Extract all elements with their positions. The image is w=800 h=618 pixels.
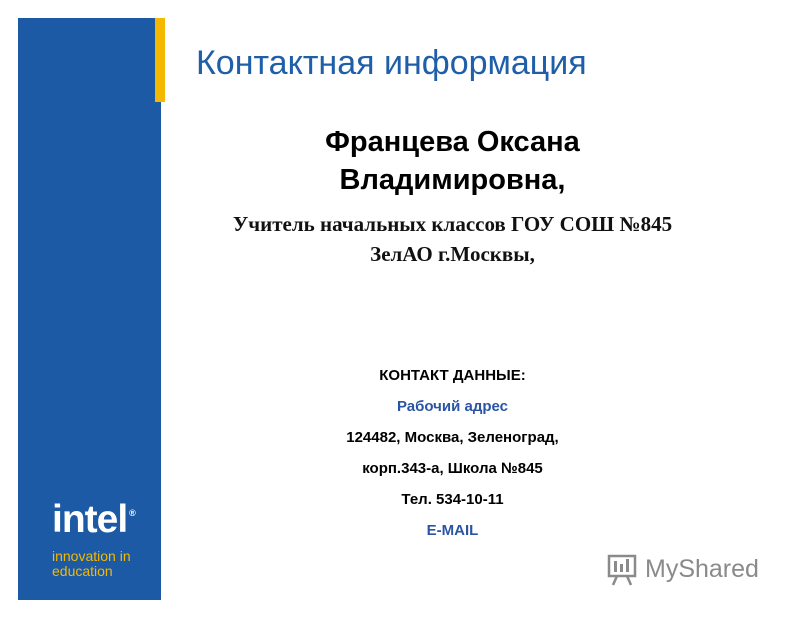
contact-heading: КОНТАКТ ДАННЫЕ: xyxy=(379,367,526,384)
myshared-watermark xyxy=(605,553,765,589)
registered-mark: ® xyxy=(129,508,135,518)
person-role xyxy=(180,209,725,269)
role-line-2: ЗелАО г.Москвы, xyxy=(370,242,535,266)
contact-details xyxy=(180,360,725,546)
name-line-1: Францева Оксана xyxy=(325,126,580,158)
tagline-line-1: innovation in xyxy=(52,548,131,564)
phone-number: Тел. 534-10-11 xyxy=(401,491,504,508)
address-line-2: корп.343-а, Школа №845 xyxy=(362,460,543,477)
tagline-line-2: education xyxy=(52,563,113,579)
person-name xyxy=(180,123,725,199)
watermark-text: MyShared xyxy=(645,555,759,583)
email-link[interactable]: E-MAIL xyxy=(426,522,479,539)
intel-logo xyxy=(52,498,135,542)
intel-wordmark: intel xyxy=(52,498,128,541)
work-address-label: Рабочий адрес xyxy=(396,398,509,415)
intel-tagline xyxy=(52,549,131,579)
role-line-1: Учитель начальных классов ГОУ СОШ №845 xyxy=(232,212,673,236)
address-line-1: 124482, Москва, Зеленоград, xyxy=(346,429,559,446)
slide-title: Контактная информация xyxy=(196,44,587,82)
accent-bar xyxy=(155,18,165,102)
presentation-board-icon xyxy=(605,553,639,587)
name-line-2: Владимировна, xyxy=(339,164,566,196)
